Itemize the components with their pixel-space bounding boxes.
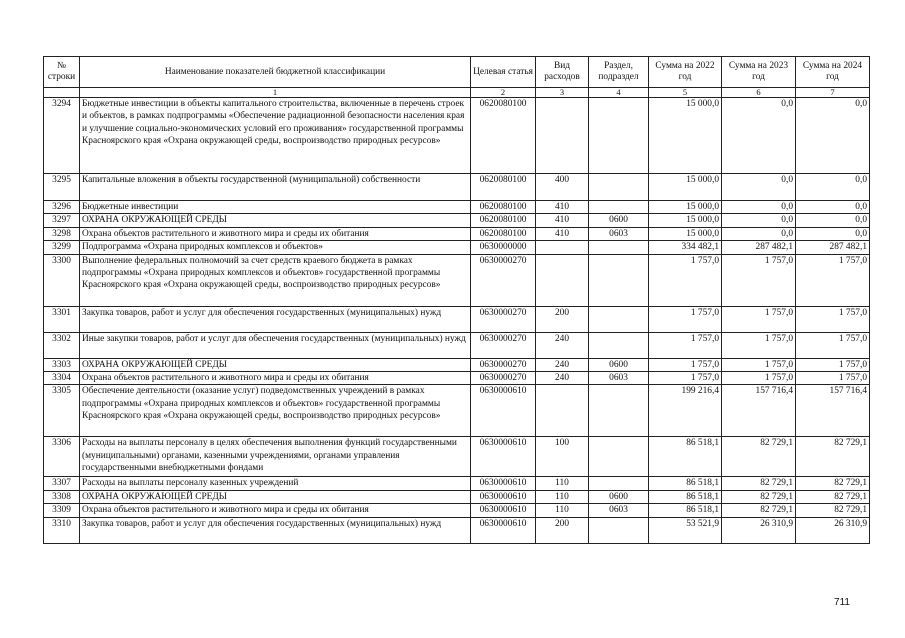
- table-row: [44, 241, 870, 254]
- section-cell: 0600: [589, 214, 649, 227]
- table-row: [44, 517, 870, 543]
- section-cell: [589, 174, 649, 201]
- sum-2023-cell: 82 729,1: [722, 437, 796, 477]
- sum-2023-cell: 1 757,0: [722, 332, 796, 358]
- expense-type-cell: 200: [536, 306, 589, 332]
- expense-type-cell: 240: [536, 332, 589, 358]
- expense-type-cell: 240: [536, 358, 589, 371]
- expense-type-cell: 410: [536, 201, 589, 214]
- sum-2023-cell: 157 716,4: [722, 385, 796, 437]
- section-cell: 0600: [589, 358, 649, 371]
- header-row-number: № строки: [44, 57, 80, 88]
- target-article-cell: 0630000270: [471, 332, 536, 358]
- sum-2024-cell: 82 729,1: [796, 490, 870, 503]
- section-cell: [589, 201, 649, 214]
- section-cell: [589, 332, 649, 358]
- sum-2022-cell: 334 482,1: [649, 241, 722, 254]
- row-number-cell: 3310: [44, 517, 80, 543]
- sum-2023-cell: 82 729,1: [722, 490, 796, 503]
- table-row: [44, 98, 870, 174]
- section-cell: [589, 98, 649, 174]
- sum-2022-cell: 199 216,4: [649, 385, 722, 437]
- sum-2022-cell: 86 518,1: [649, 504, 722, 517]
- row-number-cell: 3309: [44, 504, 80, 517]
- sum-2024-cell: 1 757,0: [796, 254, 870, 306]
- indicator-name-cell: Расходы на выплаты персоналу казенных учреждений: [80, 477, 471, 490]
- row-number-cell: 3299: [44, 241, 80, 254]
- table-row: [44, 201, 870, 214]
- row-number-cell: 3303: [44, 358, 80, 371]
- target-article-cell: 0630000610: [471, 504, 536, 517]
- indicator-name-cell: ОХРАНА ОКРУЖАЮЩЕЙ СРЕДЫ: [80, 358, 471, 371]
- indicator-name-cell: Иные закупки товаров, работ и услуг для обеспечения государственных (муниципальных) нужд: [80, 332, 471, 358]
- sum-2024-cell: 0,0: [796, 174, 870, 201]
- indicator-name-cell: Выполнение федеральных полномочий за счет средств краевого бюджета в рамках подпрограммы «Охрана природных комплексов и объектов» государственной программы Красноярского края «Охрана окружающей среды, воспроизводство природных ресурсов»: [80, 254, 471, 306]
- sum-2023-cell: 0,0: [722, 214, 796, 227]
- target-article-cell: 0620080100: [471, 98, 536, 174]
- sum-2024-cell: 0,0: [796, 98, 870, 174]
- row-number-cell: 3298: [44, 227, 80, 240]
- sum-2023-cell: 287 482,1: [722, 241, 796, 254]
- section-cell: [589, 477, 649, 490]
- row-number-cell: 3306: [44, 437, 80, 477]
- table-row: [44, 437, 870, 477]
- table-row: [44, 227, 870, 240]
- table-row: [44, 174, 870, 201]
- header-sum-2023: Сумма на 2023 год: [722, 57, 796, 88]
- expense-type-cell: 110: [536, 490, 589, 503]
- sum-2024-cell: 1 757,0: [796, 306, 870, 332]
- column-number-cell: 5: [649, 88, 722, 98]
- column-number-cell: [44, 88, 80, 98]
- column-number-row: [44, 88, 870, 98]
- target-article-cell: 0620080100: [471, 227, 536, 240]
- expense-type-cell: 240: [536, 372, 589, 385]
- column-number-cell: 6: [722, 88, 796, 98]
- page-number: 711: [834, 597, 850, 608]
- indicator-name-cell: Закупка товаров, работ и услуг для обеспечения государственных (муниципальных) нужд: [80, 306, 471, 332]
- column-number-cell: 1: [80, 88, 471, 98]
- sum-2024-cell: 0,0: [796, 227, 870, 240]
- indicator-name-cell: Расходы на выплаты персоналу в целях обеспечения выполнения функций государственными (муниципальными) органами, казенными учреждениями, органами управления государственными внебюджетными фондами: [80, 437, 471, 477]
- indicator-name-cell: Бюджетные инвестиции в объекты капитального строительства, включенные в перечень строек и объектов, в рамках подпрограммы «Обеспечение радиационной безопасности населения края и улучшение социально-экономических условий его проживания» государственной программы Красноярского края «Охрана окружающей среды, воспроизводство природных ресурсов»: [80, 98, 471, 174]
- sum-2022-cell: 86 518,1: [649, 437, 722, 477]
- expense-type-cell: 400: [536, 174, 589, 201]
- target-article-cell: 0630000610: [471, 517, 536, 543]
- sum-2022-cell: 1 757,0: [649, 372, 722, 385]
- budget-table: [43, 56, 870, 544]
- indicator-name-cell: Охрана объектов растительного и животного мира и среды их обитания: [80, 504, 471, 517]
- sum-2024-cell: 82 729,1: [796, 504, 870, 517]
- sum-2023-cell: 0,0: [722, 174, 796, 201]
- section-cell: [589, 241, 649, 254]
- expense-type-cell: 110: [536, 504, 589, 517]
- row-number-cell: 3308: [44, 490, 80, 503]
- sum-2022-cell: 1 757,0: [649, 306, 722, 332]
- row-number-cell: 3297: [44, 214, 80, 227]
- row-number-cell: 3296: [44, 201, 80, 214]
- table-header-row: [44, 57, 870, 88]
- table-row: [44, 214, 870, 227]
- sum-2022-cell: 1 757,0: [649, 358, 722, 371]
- expense-type-cell: [536, 254, 589, 306]
- table-row: [44, 504, 870, 517]
- header-expense-type: Вид расходов: [536, 57, 589, 88]
- row-number-cell: 3305: [44, 385, 80, 437]
- header-indicator-name: Наименование показателей бюджетной классификации: [80, 57, 471, 88]
- column-number-cell: 4: [589, 88, 649, 98]
- sum-2023-cell: 26 310,9: [722, 517, 796, 543]
- column-number-cell: 3: [536, 88, 589, 98]
- section-cell: [589, 437, 649, 477]
- table-row: [44, 490, 870, 503]
- target-article-cell: 0630000270: [471, 306, 536, 332]
- header-sum-2024: Сумма на 2024 год: [796, 57, 870, 88]
- sum-2024-cell: 26 310,9: [796, 517, 870, 543]
- expense-type-cell: 410: [536, 227, 589, 240]
- target-article-cell: 0630000270: [471, 358, 536, 371]
- indicator-name-cell: Капитальные вложения в объекты государственной (муниципальной) собственности: [80, 174, 471, 201]
- sum-2024-cell: 1 757,0: [796, 372, 870, 385]
- row-number-cell: 3295: [44, 174, 80, 201]
- section-cell: [589, 517, 649, 543]
- table-body: [44, 98, 870, 544]
- expense-type-cell: [536, 98, 589, 174]
- header-section: Раздел, подраздел: [589, 57, 649, 88]
- target-article-cell: 0630000270: [471, 372, 536, 385]
- sum-2024-cell: 0,0: [796, 214, 870, 227]
- column-number-cell: 7: [796, 88, 870, 98]
- sum-2023-cell: 1 757,0: [722, 306, 796, 332]
- section-cell: [589, 254, 649, 306]
- expense-type-cell: [536, 241, 589, 254]
- sum-2023-cell: 82 729,1: [722, 477, 796, 490]
- indicator-name-cell: Обеспечение деятельности (оказание услуг) подведомственных учреждений в рамках подпрограммы «Охрана природных комплексов и объектов» государственной программы Красноярского края «Охрана окружающей среды, воспроизводство природных ресурсов»: [80, 385, 471, 437]
- target-article-cell: 0620080100: [471, 214, 536, 227]
- sum-2022-cell: 86 518,1: [649, 490, 722, 503]
- row-number-cell: 3302: [44, 332, 80, 358]
- indicator-name-cell: Охрана объектов растительного и животного мира и среды их обитания: [80, 227, 471, 240]
- table-row: [44, 332, 870, 358]
- expense-type-cell: 200: [536, 517, 589, 543]
- sum-2023-cell: 82 729,1: [722, 504, 796, 517]
- target-article-cell: 0620080100: [471, 201, 536, 214]
- sum-2022-cell: 86 518,1: [649, 477, 722, 490]
- expense-type-cell: 110: [536, 477, 589, 490]
- row-number-cell: 3294: [44, 98, 80, 174]
- header-sum-2022: Сумма на 2022 год: [649, 57, 722, 88]
- header-target-article: Целевая статья: [471, 57, 536, 88]
- section-cell: [589, 306, 649, 332]
- sum-2023-cell: 0,0: [722, 227, 796, 240]
- expense-type-cell: 100: [536, 437, 589, 477]
- expense-type-cell: [536, 385, 589, 437]
- sum-2024-cell: 157 716,4: [796, 385, 870, 437]
- expense-type-cell: 410: [536, 214, 589, 227]
- target-article-cell: 0630000610: [471, 385, 536, 437]
- sum-2022-cell: 1 757,0: [649, 332, 722, 358]
- sum-2024-cell: 82 729,1: [796, 477, 870, 490]
- table-row: [44, 306, 870, 332]
- sum-2022-cell: 15 000,0: [649, 201, 722, 214]
- section-cell: [589, 385, 649, 437]
- sum-2022-cell: 15 000,0: [649, 174, 722, 201]
- sum-2023-cell: 1 757,0: [722, 358, 796, 371]
- table-row: [44, 358, 870, 371]
- row-number-cell: 3301: [44, 306, 80, 332]
- target-article-cell: 0630000000: [471, 241, 536, 254]
- section-cell: 0603: [589, 504, 649, 517]
- indicator-name-cell: Закупка товаров, работ и услуг для обеспечения государственных (муниципальных) нужд: [80, 517, 471, 543]
- table-row: [44, 372, 870, 385]
- sum-2023-cell: 1 757,0: [722, 372, 796, 385]
- sum-2022-cell: 53 521,9: [649, 517, 722, 543]
- section-cell: 0603: [589, 372, 649, 385]
- target-article-cell: 0630000610: [471, 437, 536, 477]
- sum-2024-cell: 287 482,1: [796, 241, 870, 254]
- row-number-cell: 3304: [44, 372, 80, 385]
- row-number-cell: 3307: [44, 477, 80, 490]
- target-article-cell: 0630000270: [471, 254, 536, 306]
- indicator-name-cell: Охрана объектов растительного и животного мира и среды их обитания: [80, 372, 471, 385]
- table-row: [44, 477, 870, 490]
- sum-2024-cell: 1 757,0: [796, 332, 870, 358]
- target-article-cell: 0620080100: [471, 174, 536, 201]
- indicator-name-cell: Бюджетные инвестиции: [80, 201, 471, 214]
- section-cell: 0600: [589, 490, 649, 503]
- sum-2022-cell: 15 000,0: [649, 227, 722, 240]
- sum-2023-cell: 1 757,0: [722, 254, 796, 306]
- sum-2024-cell: 82 729,1: [796, 437, 870, 477]
- column-number-cell: 2: [471, 88, 536, 98]
- sum-2022-cell: 15 000,0: [649, 98, 722, 174]
- row-number-cell: 3300: [44, 254, 80, 306]
- table-row: [44, 254, 870, 306]
- sum-2023-cell: 0,0: [722, 98, 796, 174]
- table-row: [44, 385, 870, 437]
- sum-2023-cell: 0,0: [722, 201, 796, 214]
- sum-2024-cell: 1 757,0: [796, 358, 870, 371]
- sum-2022-cell: 1 757,0: [649, 254, 722, 306]
- target-article-cell: 0630000610: [471, 477, 536, 490]
- section-cell: 0603: [589, 227, 649, 240]
- indicator-name-cell: ОХРАНА ОКРУЖАЮЩЕЙ СРЕДЫ: [80, 214, 471, 227]
- indicator-name-cell: ОХРАНА ОКРУЖАЮЩЕЙ СРЕДЫ: [80, 490, 471, 503]
- sum-2024-cell: 0,0: [796, 201, 870, 214]
- indicator-name-cell: Подпрограмма «Охрана природных комплексов и объектов»: [80, 241, 471, 254]
- target-article-cell: 0630000610: [471, 490, 536, 503]
- sum-2022-cell: 15 000,0: [649, 214, 722, 227]
